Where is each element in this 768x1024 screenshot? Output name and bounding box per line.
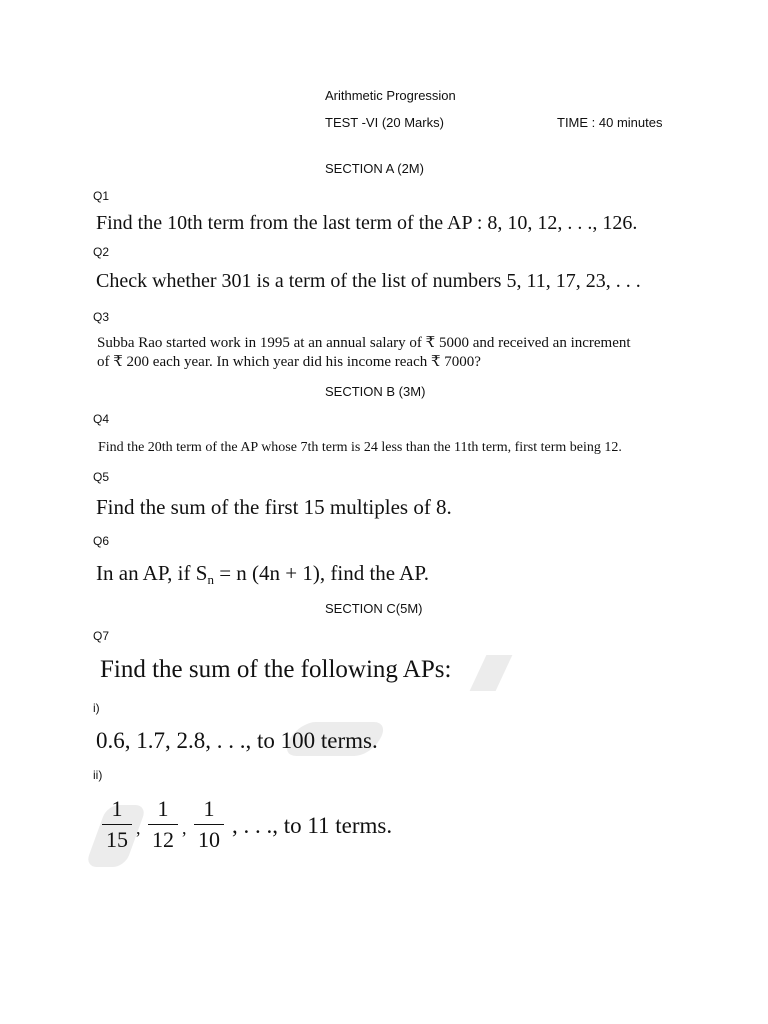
fraction-2 — [148, 796, 178, 853]
test-time: TIME : 40 minutes — [557, 115, 663, 130]
fraction-bar — [148, 824, 178, 825]
part-text-ii-tail: , . . ., to 11 terms. — [232, 813, 393, 838]
fraction-bar — [102, 824, 132, 825]
question-label-q3: Q3 — [93, 310, 110, 324]
question-label-q6: Q6 — [93, 534, 110, 548]
watermark-shape — [470, 655, 513, 691]
fraction-1-numerator: 1 — [111, 796, 123, 821]
part-label-i: i) — [93, 701, 100, 715]
fraction-bar — [194, 824, 224, 825]
question-label-q7: Q7 — [93, 629, 110, 643]
q6-text-pre: In an AP, if S — [96, 561, 208, 585]
question-label-q2: Q2 — [93, 245, 110, 259]
fraction-1 — [102, 796, 132, 853]
fraction-comma: , — [136, 818, 141, 838]
fraction-2-numerator: 1 — [157, 796, 169, 821]
question-text-q3-line1: Subba Rao started work in 1995 at an annual salary of ₹ 5000 and received an increment — [97, 335, 631, 351]
fraction-3-numerator: 1 — [203, 796, 215, 821]
question-text-q4: Find the 20th term of the AP whose 7th term is 24 less than the 11th term, first term being 12. — [98, 440, 622, 455]
part-label-ii: ii) — [93, 768, 103, 782]
q6-subscript: n — [207, 572, 214, 587]
question-text-q1: Find the 10th term from the last term of the AP : 8, 10, 12, . . ., 126. — [96, 212, 638, 234]
fraction-2-denominator: 12 — [152, 827, 174, 852]
question-text-q3-line2: of ₹ 200 each year. In which year did his income reach ₹ 7000? — [97, 354, 481, 370]
fraction-3 — [194, 796, 224, 853]
question-text-q5: Find the sum of the first 15 multiples of 8. — [96, 495, 452, 519]
q6-text-post: = n (4n + 1), find the AP. — [213, 561, 429, 585]
question-text-q7: Find the sum of the following APs: — [100, 656, 452, 683]
question-label-q1: Q1 — [93, 189, 110, 203]
fraction-comma: , — [182, 818, 187, 838]
part-text-i: 0.6, 1.7, 2.8, . . ., to 100 terms. — [96, 728, 378, 753]
test-title: Arithmetic Progression — [325, 88, 456, 103]
question-text-q6 — [96, 561, 429, 588]
test-marks: TEST -VI (20 Marks) — [325, 115, 444, 130]
section-b-heading: SECTION B (3M) — [325, 384, 426, 399]
fraction-3-denominator: 10 — [198, 827, 220, 852]
question-text-q2: Check whether 301 is a term of the list of numbers 5, 11, 17, 23, . . . — [96, 270, 641, 292]
question-label-q4: Q4 — [93, 412, 110, 426]
question-label-q5: Q5 — [93, 470, 110, 484]
fraction-1-denominator: 15 — [106, 827, 128, 852]
section-c-heading: SECTION C(5M) — [325, 601, 423, 616]
section-a-heading: SECTION A (2M) — [325, 161, 424, 176]
